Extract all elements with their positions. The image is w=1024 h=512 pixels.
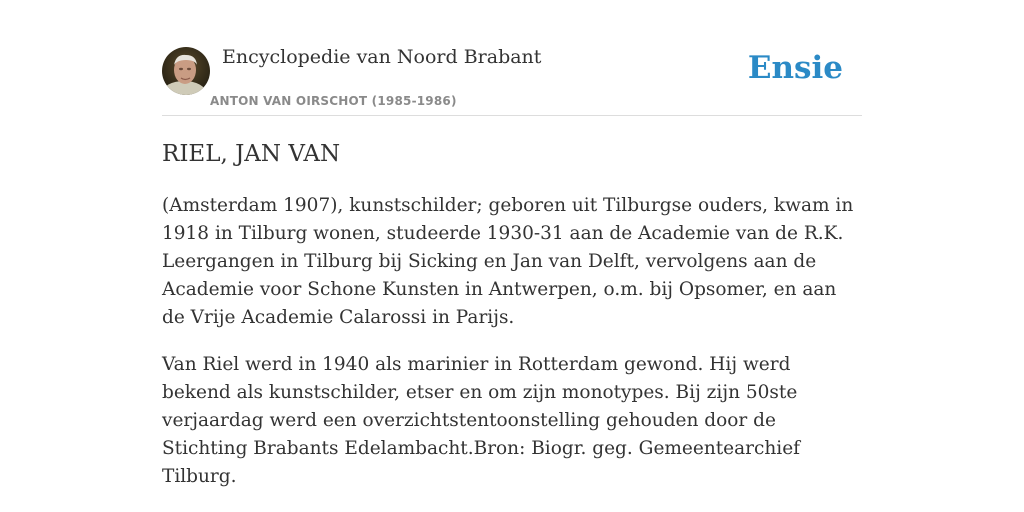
brand-logo[interactable]: Ensie [747,50,843,86]
page [162,0,862,512]
author-avatar[interactable] [162,47,210,95]
portrait-icon [162,47,210,95]
header [162,0,862,116]
article-paragraph-2: Van Riel werd in 1940 als marinier in Rotterdam gewond. Hij werd bekend als kunstschilder, etser en om zijn monotypes. Bij zijn 50ste verjaardag werd een overzichtstentoonstelling gehouden door de Stichting Brabants Edelambacht.Bron: Biogr. geg. Gemeentearchief Tilburg. [162,354,800,487]
author-name[interactable]: ANTON VAN OIRSCHOT (1985-1986) [210,94,457,108]
site-title[interactable]: Encyclopedie van Noord Brabant [222,46,542,68]
article-paragraph-1: (Amsterdam 1907), kunstschilder; geboren uit Tilburgse ouders, kwam in 1918 in Tilburg wonen, studeerde 1930-31 aan de Academie van de R.K. Leergangen in Tilburg bij Sicking en Jan van Delft, vervolgens aan de Academie voor Schone Kunsten in Antwerpen, o.m. bij Opsomer, en aan de Vrije Academie Calarossi in Parijs. [162,195,854,328]
article-title: RIEL, JAN VAN [162,141,341,167]
